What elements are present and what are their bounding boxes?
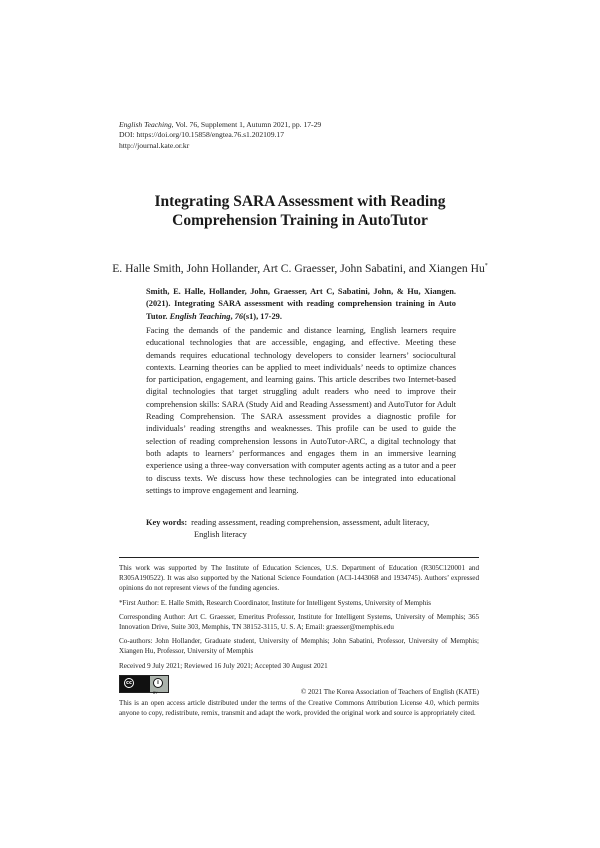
citation-volume: 76 <box>234 311 244 321</box>
corresponding-author-note: Corresponding Author: Art C. Graesser, Emeritus Professor, Institute for Intelligent Systems, University of Memphis; 365 Innovation Drive, Suite 303, Memphis, TN 38152-3115, U. S. A; Email: graesser@memphis.edu <box>119 612 479 632</box>
author-names: E. Halle Smith, John Hollander, Art C. Graesser, John Sabatini, and Xiangen Hu <box>112 261 485 275</box>
author-footnote-mark: * <box>484 263 488 269</box>
received-dates: Received 9 July 2021; Reviewed 16 July 2021; Accepted 30 August 2021 <box>119 661 328 670</box>
cc-by-license-icon[interactable] <box>119 675 169 693</box>
keywords-label: Key words: <box>146 518 188 527</box>
funding-note: This work was supported by The Institute of Education Sciences, U.S. Department of Education (R305C120001 and R305A190522). It was also supported by the National Science Foundation (ACI-1443068 and 1934745). Authors’ expressed opinions do not represent views of the funding agencies. <box>119 564 479 593</box>
journal-citation-line <box>119 120 519 130</box>
author-list <box>60 259 540 276</box>
coauthors-note: Co-authors: John Hollander, Graduate student, University of Memphis; John Sabatini, Professor, University of Memphis; Xiangen Hu, Professor, University of Memphis <box>119 637 479 656</box>
keywords-line-1: reading assessment, reading comprehension, assessment, adult literacy, <box>191 518 430 527</box>
journal-url[interactable]: http://journal.kate.or.kr <box>119 140 190 150</box>
article-title <box>100 193 500 230</box>
attribution-icon: i <box>153 678 163 688</box>
citation-pages: (s1), 17-29. <box>243 311 282 321</box>
keywords-line-2: English literacy <box>194 530 247 540</box>
abstract-text: Facing the demands of the pandemic and distance learning, English learners require educational technologies that are accessible, engaging, and effective. Meeting these demands requires educational technology developers to consider learners’ sociocultural contexts. Learning theories can be applied to meet individuals’ needs to optimize chances for participation, engagement, and learning gains. This article describes two Internet-based digital technologies that target struggling adult readers who need to improve their comprehension skills: SARA (Study Aid and Reading Assessment) and AutoTutor for Adult Reading Comprehension. The SARA assessment provides a diagnostic profile for individuals’ reading strengths and weaknesses. This profile can be used to guide the selection of reading comprehension lessons in AutoTutor-ARC, a digital technology that both adapts to learners’ performances and engages them in an immersive learning experience using a three-way conversation with computer agents acting as a tutor and a peer to discuss texts. We discuss how these technologies can be integrated into educational settings to improve engagement and learning. <box>146 326 456 495</box>
title-line-2: Comprehension Training in AutoTutor <box>172 211 428 229</box>
volume-info: , Vol. 76, Supplement 1, Autumn 2021, pp. 17-29 <box>171 120 322 129</box>
article-citation <box>146 286 456 323</box>
doi-line: DOI: https://doi.org/10.15858/engtea.76.s1.202109.17 <box>119 130 285 140</box>
citation-main: Smith, E. Halle, Hollander, John, Graesser, Art C, Sabatini, John, & Hu, Xiangen. (2021). Integrating SARA assessment with reading comprehension training in Auto Tutor. <box>146 287 456 321</box>
keywords-block <box>146 517 456 542</box>
title-line-1: Integrating SARA Assessment with Reading <box>154 193 446 210</box>
journal-header <box>119 120 519 151</box>
journal-name: English Teaching <box>119 120 172 129</box>
by-label: BY <box>153 691 158 695</box>
footnotes <box>119 563 479 675</box>
license-text: This is an open access article distributed under the terms of the Creative Commons Attribution License 4.0, which permits anyone to copy, redistribute, remix, transmit and adapt the work, provided the original work and source is appropriately cited. <box>119 699 479 718</box>
first-author-note: *First Author: E. Halle Smith, Research Coordinator, Institute for Intelligent Systems, University of Memphis <box>119 598 431 607</box>
footnote-divider <box>119 557 479 558</box>
citation-sep: , <box>230 311 235 321</box>
license-block <box>119 675 479 719</box>
cc-icon: cc <box>124 678 134 688</box>
citation-journal: English Teaching <box>169 311 231 321</box>
copyright-line: © 2021 The Korea Association of Teachers of English (KATE) <box>300 688 479 696</box>
